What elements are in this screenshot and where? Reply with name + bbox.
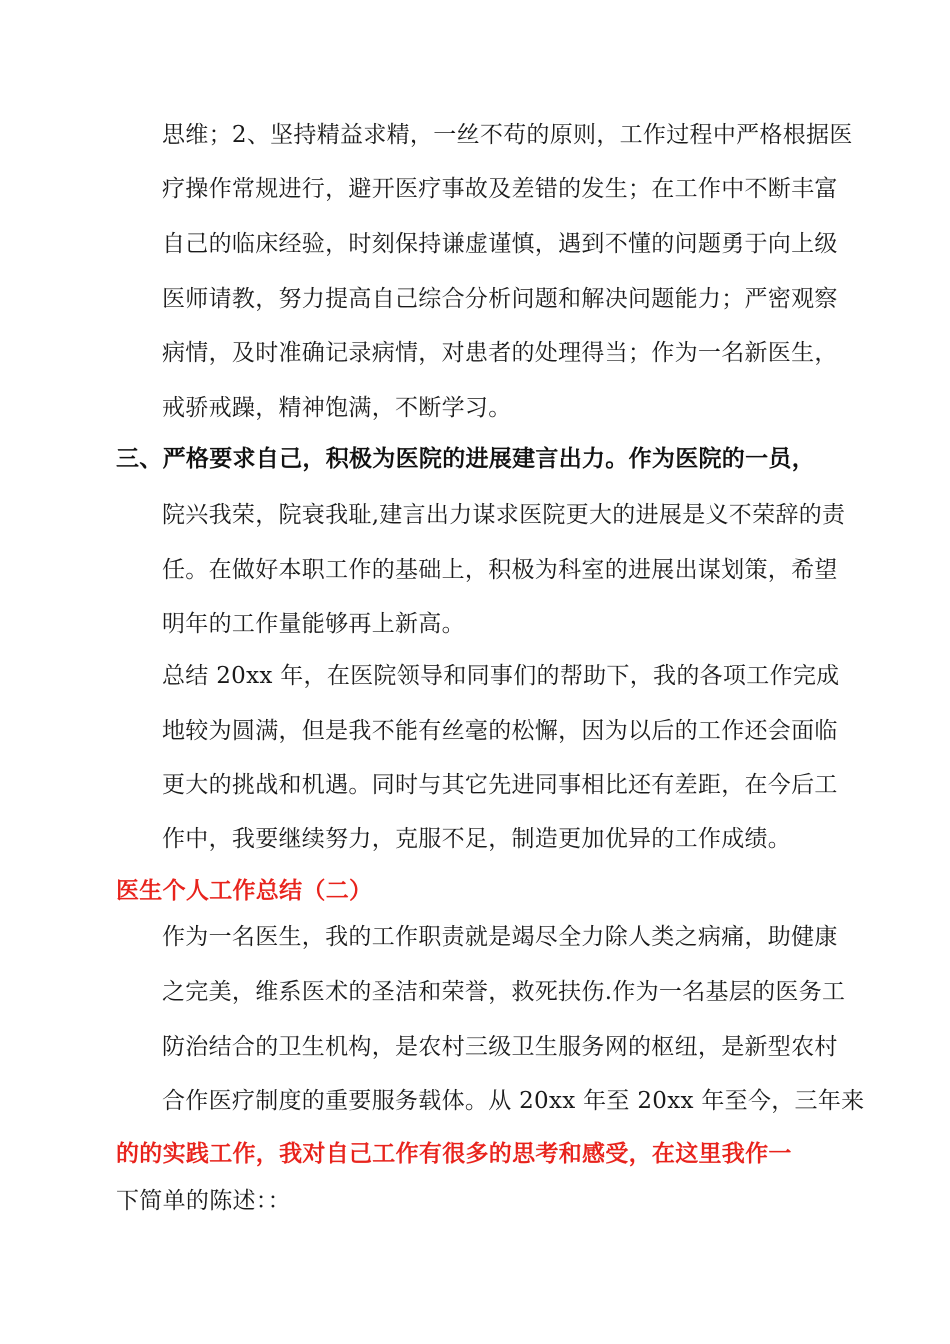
highlighted-line: 的的实践工作，我对自己工作有很多的思考和感受，在这里我作一 (116, 1141, 792, 1167)
text-line: 自己的临床经验，时刻保持谦虚谨慎，遇到不懂的问题勇于向上级 (162, 231, 838, 257)
text-line: 思维；2、坚持精益求精，一丝不苟的原则，工作过程中严格根据医 (162, 122, 853, 148)
text-line: 合作医疗制度的重要服务载体。从 20xx 年至 20xx 年至今，三年来 (162, 1088, 865, 1114)
text-line: 之完美，维系医术的圣洁和荣誉，救死扶伤.作为一名基层的医务工 (162, 979, 846, 1005)
text-line: 防治结合的卫生机构，是农村三级卫生服务网的枢纽，是新型农村 (162, 1034, 838, 1060)
text-line: 作中，我要继续努力，克服不足，制造更加优异的工作成绩。 (162, 826, 792, 852)
text-line: 戒骄戒躁，精神饱满，不断学习。 (162, 395, 512, 421)
text-line: 地较为圆满，但是我不能有丝毫的松懈，因为以后的工作还会面临 (162, 718, 838, 744)
text-line: 院兴我荣，院衰我耻,建言出力谋求医院更大的进展是义不荣辞的责 (162, 502, 846, 528)
text-line: 更大的挑战和机遇。同时与其它先进同事相比还有差距，在今后工 (162, 772, 838, 798)
section-heading: 三、严格要求自己，积极为医院的进展建言出力。作为医院的一员， (116, 446, 815, 472)
text-line: 总结 20xx 年，在医院领导和同事们的帮助下，我的各项工作完成 (162, 663, 840, 689)
text-line: 任。在做好本职工作的基础上，积极为科室的进展出谋划策，希望 (162, 557, 838, 583)
text-line: 明年的工作量能够再上新高。 (162, 611, 465, 637)
text-line: 作为一名医生，我的工作职责就是竭尽全力除人类之病痛，助健康 (162, 924, 838, 950)
text-line: 医师请教，努力提高自己综合分析问题和解决问题能力；严密观察 (162, 286, 838, 312)
text-line: 下简单的陈述：： (116, 1188, 291, 1214)
text-line: 疗操作常规进行，避开医疗事故及差错的发生；在工作中不断丰富 (162, 176, 838, 202)
text-line: 病情，及时准确记录病情，对患者的处理得当；作为一名新医生， (162, 340, 838, 366)
section-title: 医生个人工作总结（二） (116, 878, 373, 904)
